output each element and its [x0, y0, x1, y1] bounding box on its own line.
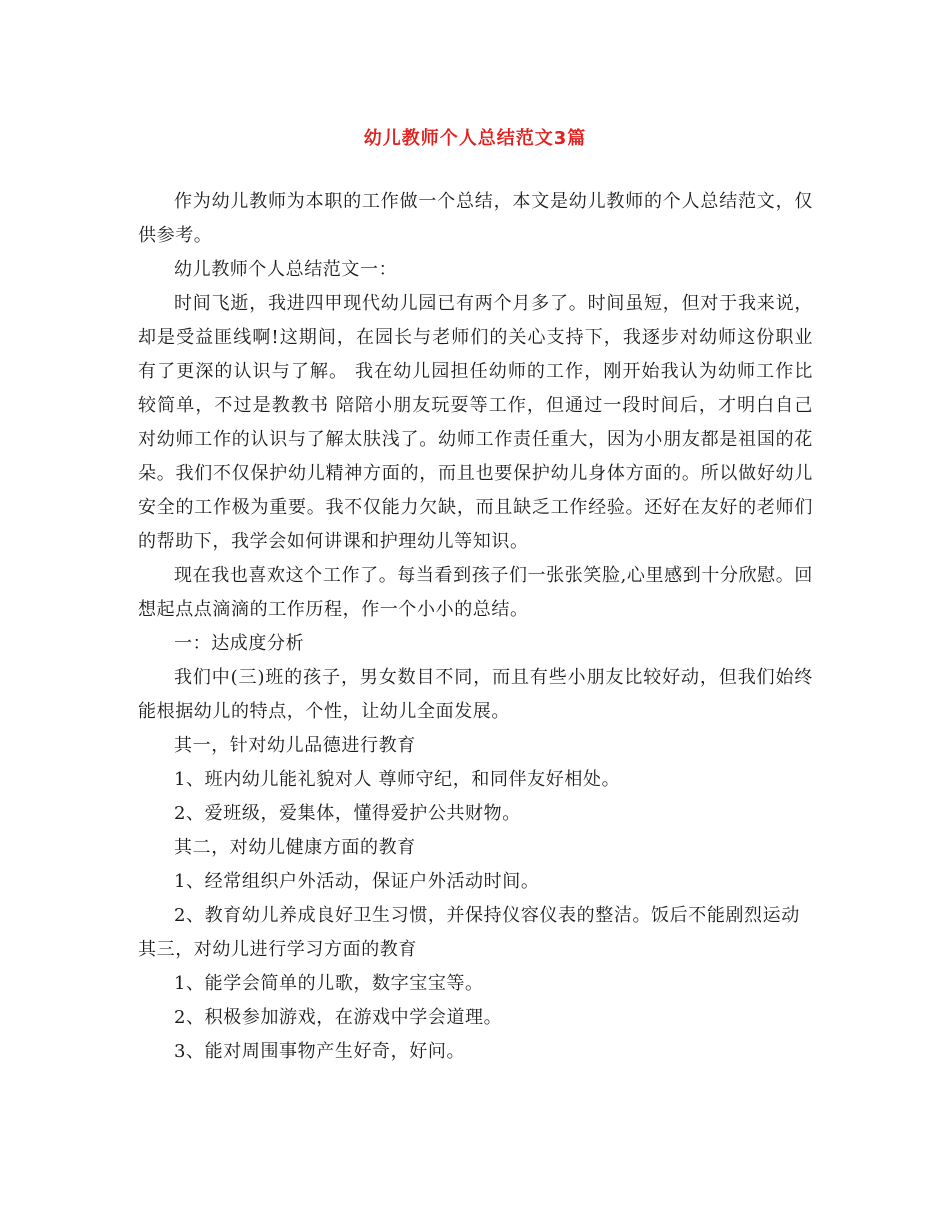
paragraph-intro: 作为幼儿教师为本职的工作做一个总结，本文是幼儿教师的个人总结范文，仅供参考。 [138, 191, 813, 246]
paragraph-reflection: 现在我也喜欢这个工作了。每当看到孩子们一张张笑脸,心里感到十分欣慰。回想起点点滴滴的工作历程，作一个小小的总结。 [138, 565, 813, 620]
document-body [138, 185, 813, 1069]
subheading-moral-education: 其一，针对幼儿品德进行教育 [174, 735, 416, 756]
paragraph-class-overview: 我们中(三)班的孩子，男女数目不同，而且有些小朋友比较好动，但我们始终能根据幼儿的特点，个性，让幼儿全面发展。 [138, 667, 813, 722]
subheading-learning-education: 其三，对幼儿进行学习方面的教育 [138, 939, 417, 960]
list-item: 2、教育幼儿养成良好卫生习惯，并保持仪容仪表的整洁。饭后不能剧烈运动 [174, 905, 800, 926]
heading-achievement-analysis: 一：达成度分析 [174, 633, 305, 654]
list-item: 1、班内幼儿能礼貌对人 尊师守纪，和同伴友好相处。 [174, 769, 621, 790]
paragraph-experience: 时间飞逝，我进四甲现代幼儿园已有两个月多了。时间虽短，但对于我来说，却是受益匪线啊!这期间，在园长与老师们的关心支持下，我逐步对幼师这份职业有了更深的认识与了解。 我在幼儿园担任幼师的工作，刚开始我认为幼师工作比较简单，不过是教教书 陪陪小朋友玩耍等工作，但通过一段时间后，才明白自己对幼师工作的认识与了解太肤浅了。幼师工作责任重大，因为小朋友都是祖国的花朵。我们不仅保护幼儿精神方面的，而且也要保护幼儿身体方面的。所以做好幼儿安全的工作极为重要。我不仅能力欠缺，而且缺乏工作经验。还好在友好的老师们的帮助下，我学会如何讲课和护理幼儿等知识。 [138, 293, 813, 552]
list-item: 2、积极参加游戏，在游戏中学会道理。 [174, 1007, 503, 1028]
list-item: 3、能对周围事物产生好奇，好问。 [174, 1041, 466, 1062]
section-heading-sample-one: 幼儿教师个人总结范文一： [174, 259, 398, 280]
list-item: 1、能学会简单的儿歌，数字宝宝等。 [174, 973, 484, 994]
subheading-health-education: 其二，对幼儿健康方面的教育 [174, 837, 416, 858]
document-title: 幼儿教师个人总结范文3篇 [363, 128, 587, 149]
list-item: 2、爱班级，爱集体，懂得爱护公共财物。 [174, 803, 521, 824]
list-item: 1、经常组织户外活动，保证户外活动时间。 [174, 871, 540, 892]
